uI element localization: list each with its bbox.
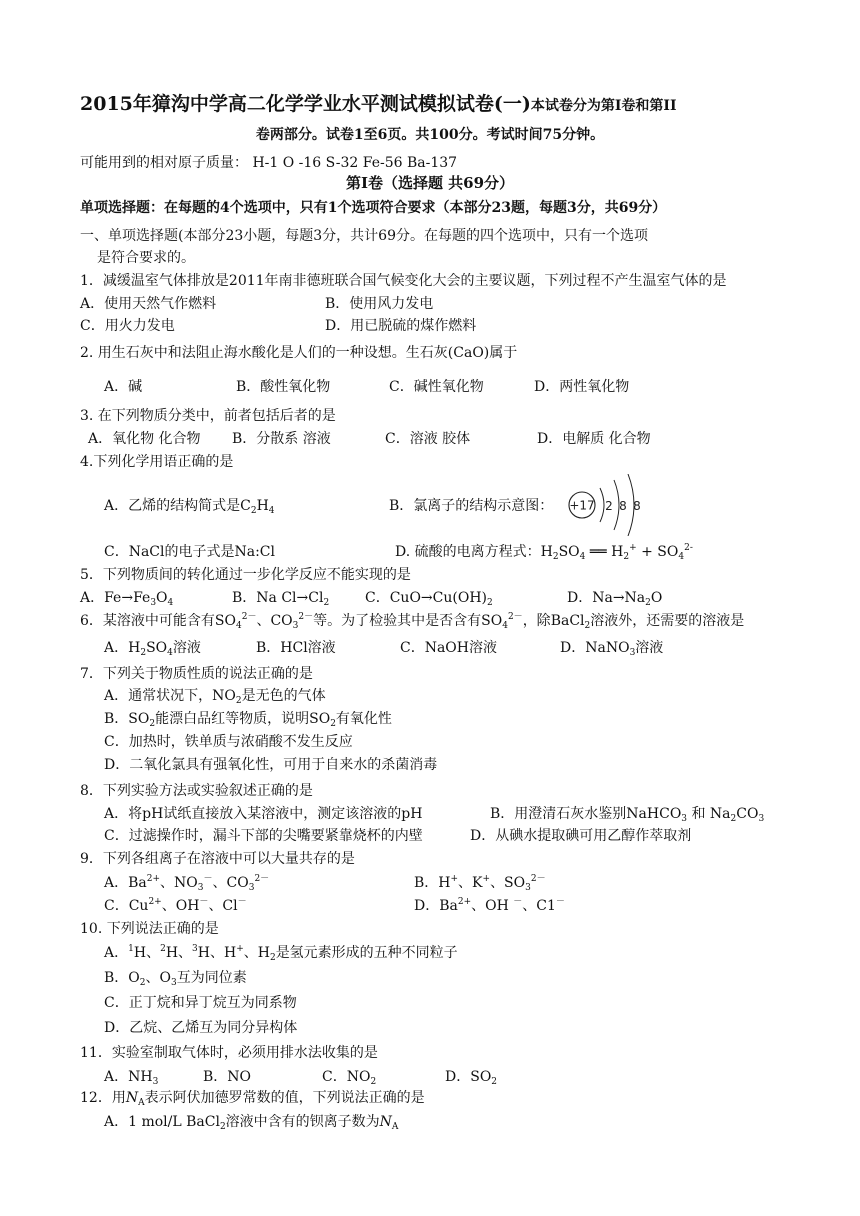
q1-option-a: A．使用天然气作燃料 <box>80 296 217 312</box>
q11-option-c: C．$NO_2$ <box>322 1069 377 1087</box>
q8-option-a: A．将pH试纸直接放入某溶液中，测定该溶液的pH <box>104 806 423 822</box>
shell-electrons-3: 8 <box>633 499 641 513</box>
q6-stem-d: 溶液外，还需要的溶液是 <box>590 613 745 629</box>
q3-option-a: A．氧化物 化合物 <box>88 431 201 447</box>
q5-option-a: A．$Fe\to Fe_3O_4$ <box>80 590 174 608</box>
shell-electrons-2: 8 <box>619 499 627 513</box>
q2-option-c: C．碱性氧化物 <box>389 379 484 395</box>
q9-option-d: D．$Ba^{2+}$、OH －、C1－ <box>414 897 565 914</box>
q3-option-b: B．分散系 溶液 <box>232 431 331 447</box>
instructions-line2: 是符合要求的。 <box>97 250 195 266</box>
q8-option-d: D．从碘水提取碘可用乙醇作萃取剂 <box>470 828 692 844</box>
q4-option-a: A．乙烯的结构简式是$C_2H_4$ <box>104 498 275 516</box>
q10-option-c: C．正丁烷和异丁烷互为同系物 <box>104 995 297 1011</box>
q10-stem: 10. 下列说法正确的是 <box>80 921 219 937</box>
q4-option-a-text: A．乙烯的结构简式是 <box>104 498 241 514</box>
q6-stem-a: 6．某溶液中可能含有 <box>80 613 215 629</box>
q2-option-a: A．碱 <box>104 379 143 395</box>
q10-option-b: B．$O_2$、$O_3$互为同位素 <box>104 970 247 988</box>
q4-stem: 4.下列化学用语正确的是 <box>80 454 234 470</box>
q7-stem: 7．下列关于物质性质的说法正确的是 <box>80 666 313 682</box>
q8-b-and: 和 <box>691 806 706 822</box>
q4-option-d-text: D. 硫酸的电离方程式： <box>395 544 541 560</box>
section-title: 第Ⅰ卷（选择题 共69分） <box>345 174 515 192</box>
q2-option-b: B．酸性氧化物 <box>236 379 331 395</box>
q1-stem: 1．减缓温室气体排放是2011年南非德班联合国气候变化大会的主要议题，下列过程不产生温室气体的是 <box>80 273 727 289</box>
q4-option-d: D. 硫酸的电离方程式：$H_2SO_4$ ══ $H_2^+ + SO_4^{2-}$ <box>395 543 693 562</box>
q10-option-d: D．乙烷、乙烯互为同分异构体 <box>104 1020 298 1036</box>
nucleus-charge: +17 <box>569 498 595 513</box>
q7-a-post: 是无色的气体 <box>241 688 326 704</box>
q12-option-a: A．1 mol/L BaCl$_2$溶液中含有的钡离子数为$N_A$ <box>104 1114 399 1132</box>
title-side: 本试卷分为第I卷和第II <box>530 98 677 114</box>
q9-option-a: A．$Ba^{2+}$、$NO_3^-$、$CO_3^{2-}$ <box>104 874 270 893</box>
chloride-ion-structure-diagram <box>560 474 650 536</box>
q6-option-a: A．$H_2SO_4$溶液 <box>104 640 201 658</box>
q4-option-b: B．氯离子的结构示意图： <box>389 498 554 514</box>
title-line2: 卷两部分。试卷1至6页。共100分。考试时间75分钟。 <box>255 127 605 143</box>
q6-option-b: B．HCl溶液 <box>256 640 336 656</box>
q7-b-pre: B． <box>104 711 129 727</box>
q10-option-a: A．$^1$H、$^2$H、$^3$H、H+、$H_2$是氢元素形成的五种不同粒子 <box>104 944 458 963</box>
q11-stem: 11．实验室制取气体时，必须用排水法收集的是 <box>80 1045 378 1061</box>
q7-option-b: B．$SO_2$能漂白品红等物质，说明$SO_2$有氧化性 <box>104 711 392 729</box>
title-main: 2015年獐沟中学高二化学学业水平测试模拟试卷(一) <box>80 93 531 115</box>
q3-option-c: C．溶液 胶体 <box>385 431 471 447</box>
q6-stem: 6．某溶液中可能含有$SO_4^{2-}$、$CO_3^{2-}$等。为了检验其中是否含有$SO_4^{2-}$，除BaCl$_2$溶液外，还需要的溶液是 <box>80 612 745 631</box>
exam-title <box>80 89 677 116</box>
q8-stem: 8．下列实验方法或实验叙述正确的是 <box>80 783 313 799</box>
q8-b-pre: B．用澄清石灰水鉴别 <box>490 806 627 822</box>
q9-option-c: C．$Cu^{2+}$、OH－、Cl－ <box>104 897 247 914</box>
q11-option-a: A．$NH_3$ <box>104 1069 159 1087</box>
q3-option-d: D．电解质 化合物 <box>537 431 651 447</box>
q11-option-b: B．NO <box>203 1069 252 1085</box>
q11-option-d: D．$SO_2$ <box>445 1069 498 1087</box>
electron-shell-1 <box>600 488 604 522</box>
q7-option-c: C．加热时，铁单质与浓硝酸不发生反应 <box>104 734 353 750</box>
q7-b-post: 有氧化性 <box>335 711 392 727</box>
q3-stem: 3. 在下列物质分类中，前者包括后者的是 <box>80 408 336 424</box>
q4-option-c: C．NaCl的电子式是Na:Cl <box>104 544 276 560</box>
q5-option-b: B．Na $Cl\to Cl_2$ <box>232 590 330 608</box>
q12-stem-pre: 12．用 <box>80 1090 126 1106</box>
q7-option-a: A．通常状况下，$NO_2$是无色的气体 <box>104 688 326 706</box>
q8-option-c: C．过滤操作时，漏斗下部的尖嘴要紧靠烧杯的内壁 <box>104 828 423 844</box>
shell-electrons-1: 2 <box>605 499 613 513</box>
q2-stem: 2. 用生石灰中和法阻止海水酸化是人们的一种设想。生石灰(CaO)属于 <box>80 345 518 361</box>
q12-a-pre: A．1 mol/L BaCl <box>104 1114 220 1130</box>
q10-a-post: 是氢元素形成的五种不同粒子 <box>275 945 458 961</box>
atomic-masses: 可能用到的相对原子质量： H-1 O -16 S-32 Fe-56 Ba-137 <box>80 155 458 171</box>
q5-stem: 5．下列物质间的转化通过一步化学反应不能实现的是 <box>80 567 411 583</box>
q1-option-b: B．使用风力发电 <box>325 296 434 312</box>
q1-option-d: D．用已脱硫的煤作燃料 <box>325 318 477 334</box>
q12-stem-post: 表示阿伏加德罗常数的值，下列说法正确的是 <box>144 1090 425 1106</box>
q12-stem: 12．用$N_A$表示阿伏加德罗常数的值，下列说法正确的是 <box>80 1090 425 1108</box>
q5-option-c: C．$CuO\to Cu(OH)_2$ <box>365 590 493 608</box>
q7-b-mid: 能漂白品红等物质，说明 <box>155 711 310 727</box>
q6-option-c: C．NaOH溶液 <box>400 640 497 656</box>
q6-stem-c: ，除 <box>522 613 551 629</box>
q5-option-d: D．$Na\to Na_2O$ <box>567 590 663 608</box>
q2-option-d: D．两性氧化物 <box>534 379 630 395</box>
q12-a-post: 溶液中含有的钡离子数为 <box>225 1114 380 1130</box>
q1-option-c: C．用火力发电 <box>80 318 175 334</box>
q9-stem: 9．下列各组离子在溶液中可以大量共存的是 <box>80 851 355 867</box>
instructions-line1: 一、单项选择题(本部分23小题，每题3分，共计69分。在每题的四个选项中，只有一个选项 <box>80 228 648 244</box>
q8-option-b: B．用澄清石灰水鉴别NaHCO$_3$ 和 $Na_2CO_3$ <box>490 806 765 824</box>
instructions-bold: 单项选择题：在每题的4个选项中，只有1个选项符合要求（本部分23题，每题3分，共69分） <box>80 200 667 216</box>
q6-option-d: D．NaNO$_3$溶液 <box>560 640 664 658</box>
q10-b-post: 互为同位素 <box>176 970 247 986</box>
q9-option-b: B．H+、K+、$SO_3^{2-}$ <box>414 874 546 893</box>
q7-a-pre: A．通常状况下， <box>104 688 213 704</box>
q6-stem-b: 等。为了检验其中是否含有 <box>313 613 482 629</box>
q7-option-d: D．二氧化氯具有强氧化性，可用于自来水的杀菌消毒 <box>104 757 438 773</box>
